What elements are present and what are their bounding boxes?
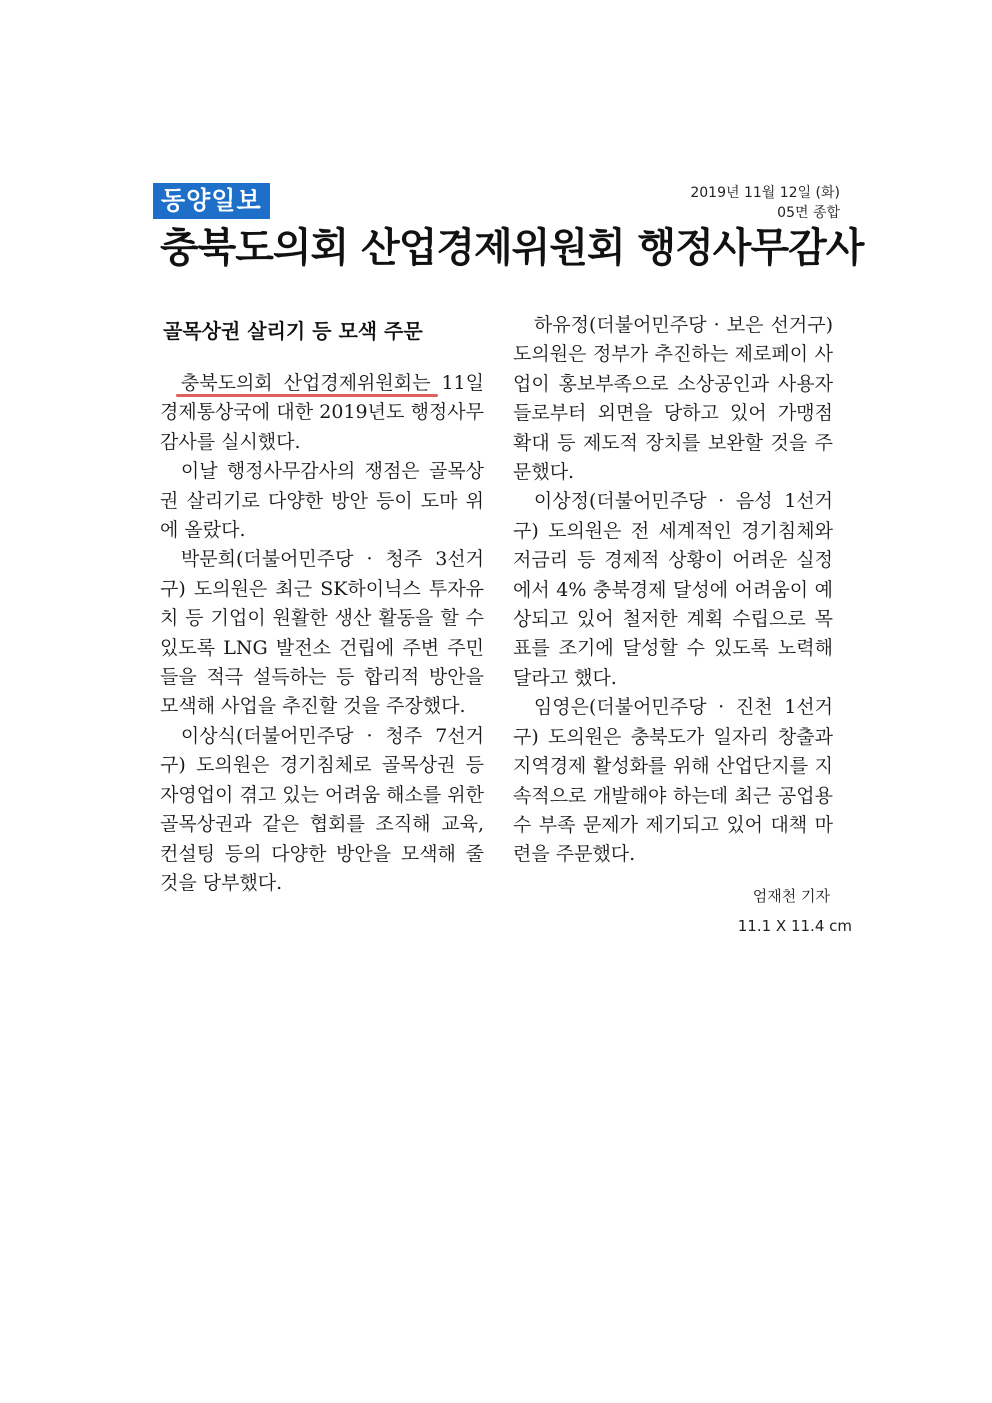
article-column-left <box>160 369 484 898</box>
article-headline: 충북도의회 산업경제위원회 행정사무감사 <box>160 225 864 271</box>
paragraph: 이날 행정사무감사의 쟁점은 골목상권 살리기로 다양한 방안 등이 도마 위에 올랐다. <box>160 460 484 542</box>
publication-date: 2019년 11월 12일 (화) <box>690 185 840 201</box>
paragraph: 이상정(더불어민주당 · 음성 1선거구) 도의원은 전 세계적인 경기침체와 저금리 등 경제적 상황이 어려운 실정에서 4% 충북경제 달성에 어려움이 예상되고 있어 철저한 계획 수립으로 목표를 조기에 달성할 수 있도록 노력해 달라고 했다. <box>513 490 833 689</box>
page-section: 05면 종합 <box>777 205 840 221</box>
highlight-underline <box>176 394 438 397</box>
paragraph: 임영은(더불어민주당 · 진천 1선거구) 도의원은 충북도가 일자리 창출과 지역경제 활성화를 위해 산업단지를 지속적으로 개발해야 하는데 최근 공업용수 부족 문제가 제기되고 있어 대책 마련을 주문했다. <box>513 696 833 866</box>
paragraph: 이상식(더불어민주당 · 청주 7선거구) 도의원은 경기침체로 골목상권 등 자영업이 겪고 있는 어려움 해소를 위한 골목상권과 같은 협회를 조직해 교육, 컨설팅 등의 다양한 방안을 모색해 줄 것을 당부했다. <box>160 724 484 894</box>
paragraph: 박문희(더불어민주당 · 청주 3선거구) 도의원은 최근 SK하이닉스 투자유치 등 기업이 원활한 생산 활동을 할 수 있도록 LNG 발전소 건립에 주변 주민들을 적극 설득하는 등 합리적 방안을 모색해 사업을 추진할 것을 주장했다. <box>160 548 484 718</box>
newspaper-logo: 동양일보 <box>153 183 270 219</box>
article-subheadline: 골목상권 살리기 등 모색 주문 <box>163 319 423 343</box>
clipping-size: 11.1 X 11.4 cm <box>737 917 852 935</box>
paragraph: 충북도의회 산업경제위원회는 11일 경제통상국에 대한 2019년도 행정사무감사를 실시했다. <box>160 372 484 453</box>
article-byline: 엄재천 기자 <box>752 887 830 905</box>
paragraph: 하유정(더불어민주당 · 보은 선거구) 도의원은 정부가 추진하는 제로페이 사업이 홍보부족으로 소상공인과 사용자들로부터 외면을 당하고 있어 가맹점 확대 등 제도적 장치를 보완할 것을 주문했다. <box>513 314 833 484</box>
article-column-right <box>513 311 833 870</box>
